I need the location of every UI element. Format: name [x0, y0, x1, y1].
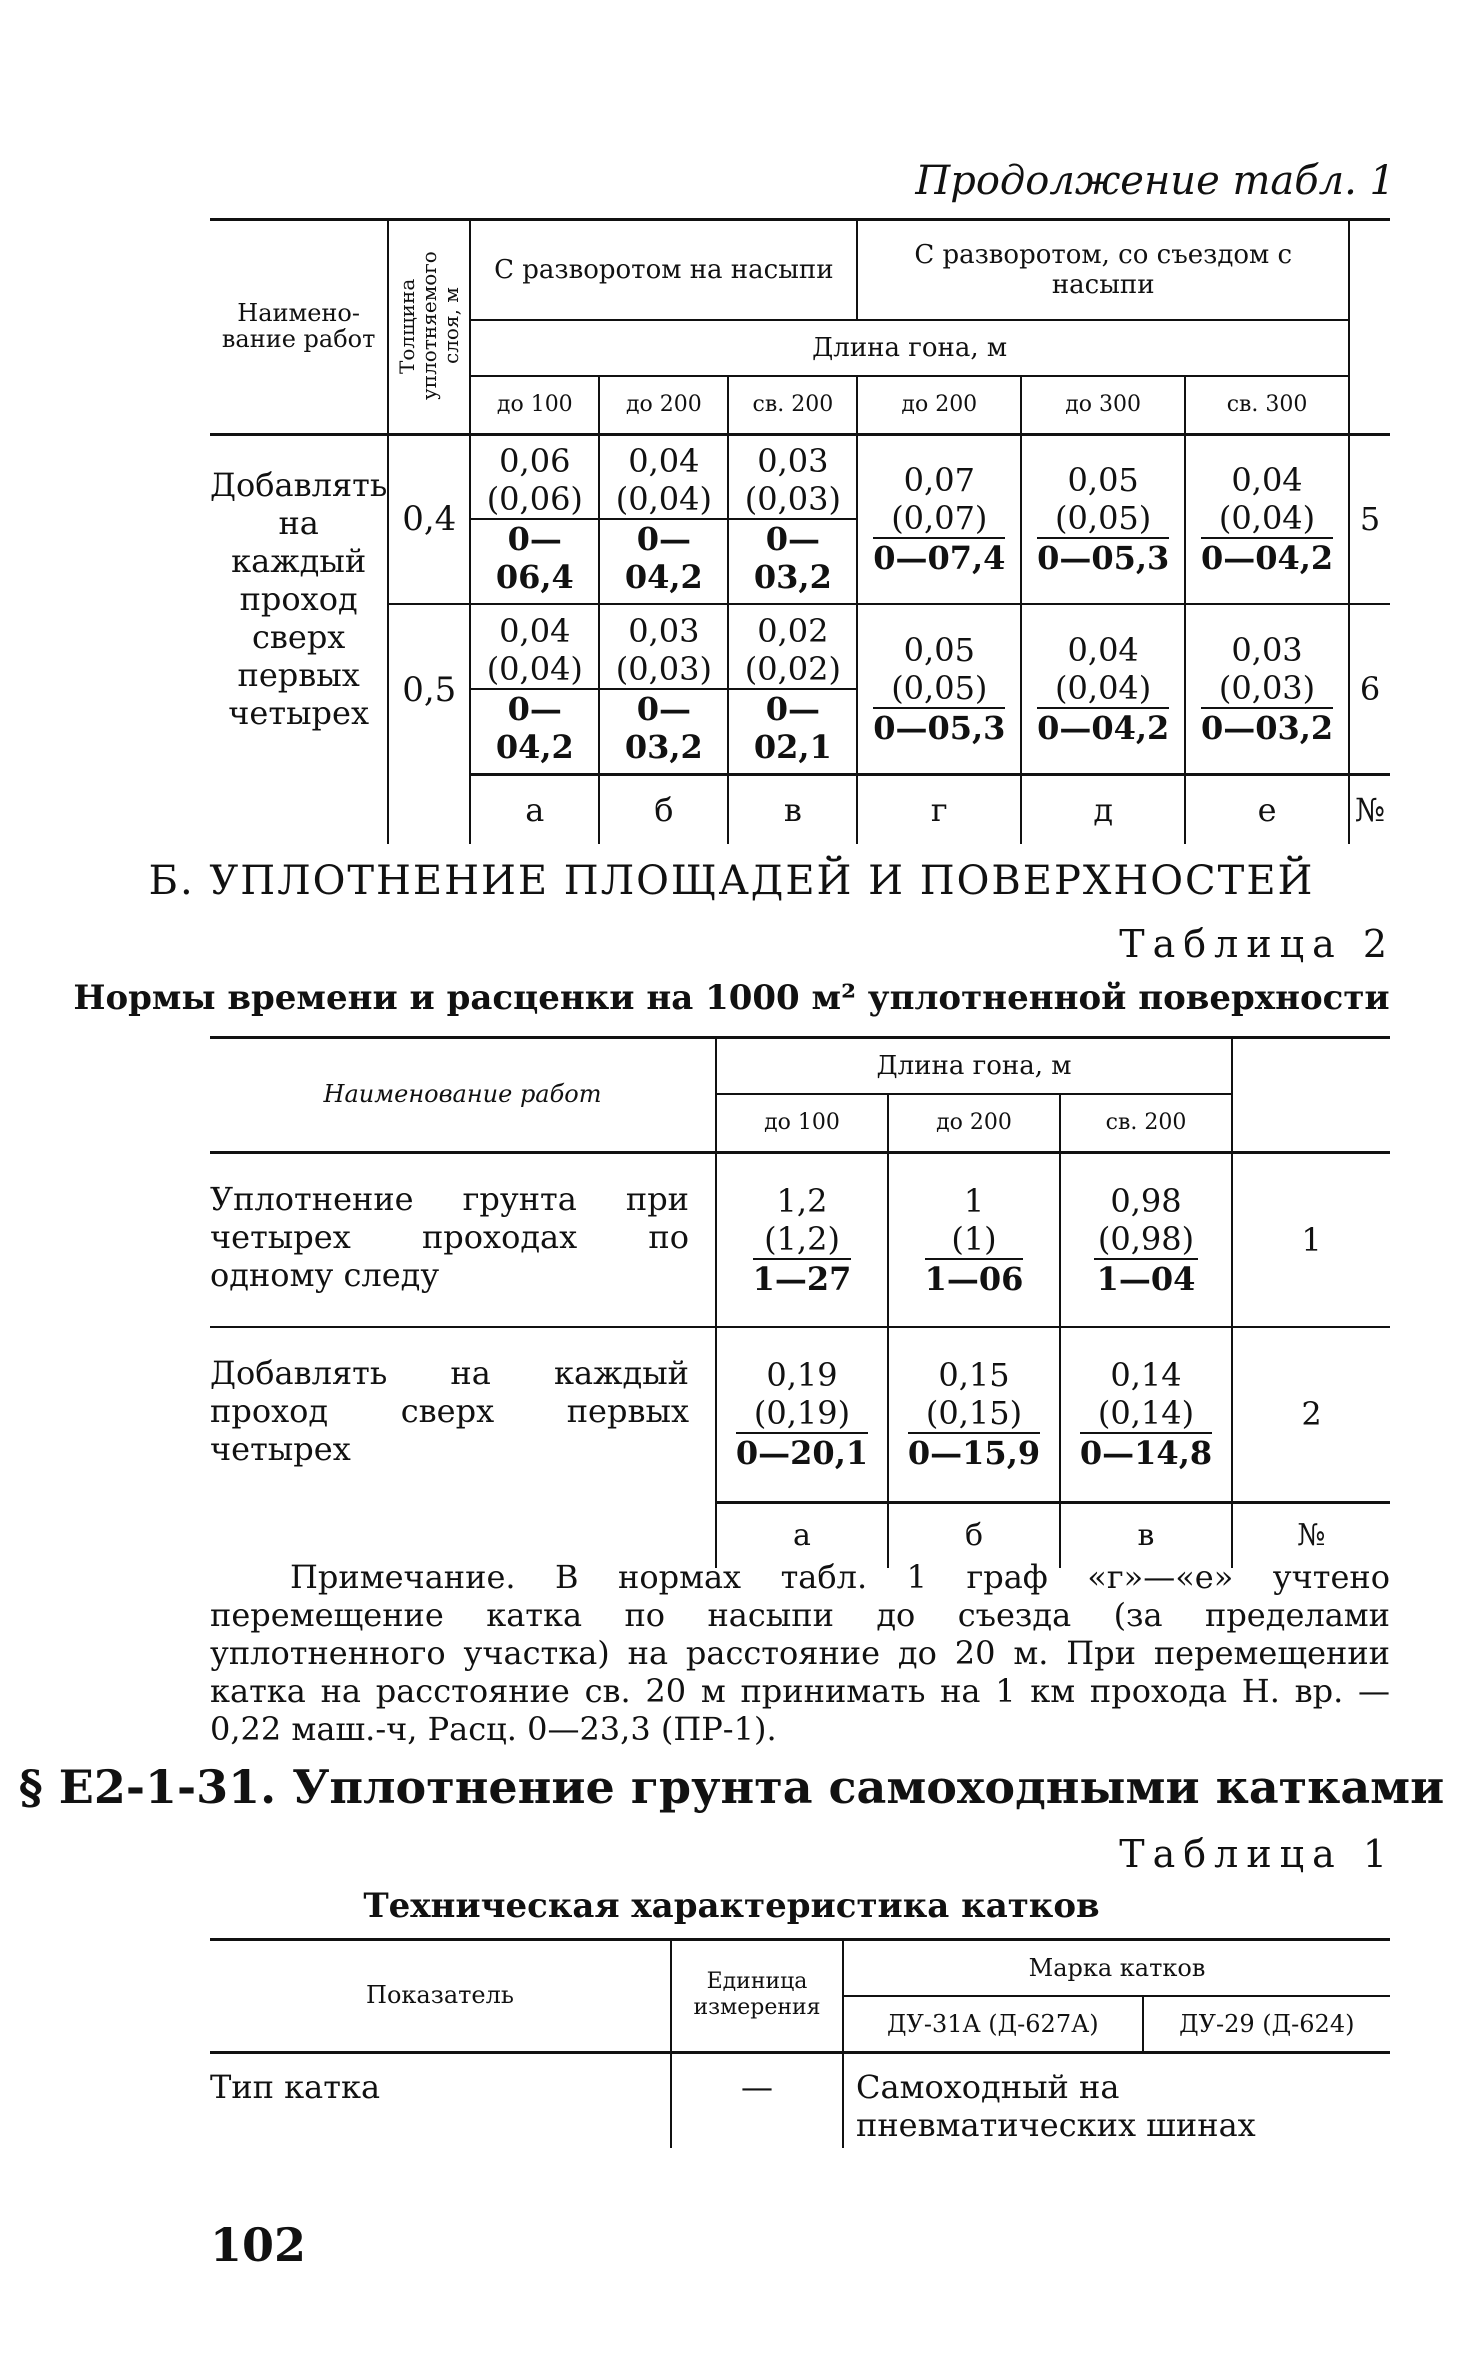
table1-letter-3: г	[857, 774, 1021, 844]
continuation-label: Продолжение табл. 1	[915, 158, 1395, 204]
table2-row-number-0: 1	[1232, 1152, 1390, 1327]
table3-header-brand: Марка катков	[843, 1940, 1390, 1996]
table1-cell: 0,06 (0,06) 0—06,4	[471, 442, 598, 596]
section-b-heading: Б. УПЛОТНЕНИЕ ПЛОЩАДЕЙ И ПОВЕРХНОСТЕЙ	[148, 858, 1315, 904]
table2-cell: 0,14 (0,14) 0—14,8	[1079, 1356, 1213, 1473]
table1-sub-4: до 300	[1021, 376, 1185, 434]
table1-cell: 0,03 (0,03) 0—03,2	[1200, 630, 1334, 747]
table2-cell: 0,98 (0,98) 1—04	[1094, 1182, 1198, 1298]
table2-cell: 1 (1) 1—06	[924, 1181, 1024, 1298]
section-title: § Е2-1-31. Уплотнение грунта самоходными катками	[18, 1760, 1445, 1814]
table1-letter-2: в	[728, 774, 857, 844]
table2-header-name: Наименование работ	[210, 1038, 716, 1152]
table1-row-number-0: 5	[1349, 434, 1390, 604]
table1-cell: 0,03 (0,03) 0—03,2	[729, 442, 856, 596]
table1-header-empty	[1349, 220, 1390, 434]
table1-cell: 0,03 (0,03) 0—03,2	[600, 612, 727, 766]
table2-cell: 0,15 (0,15) 0—15,9	[907, 1356, 1041, 1473]
table1-row-number-1: 6	[1359, 669, 1381, 708]
table1-header-name: Наимено-вание работ	[210, 220, 388, 434]
table1-thickness-0: 0,4	[388, 434, 470, 604]
table1-length-header: Длина гона, м	[470, 320, 1349, 376]
table2-letter-1: б	[888, 1502, 1060, 1568]
table2-row	[210, 1327, 1390, 1502]
table1	[210, 220, 1390, 844]
table1-work: Добавлять на каждый проход сверх первых четырех	[210, 434, 388, 774]
table1-sub-3: до 200	[857, 376, 1021, 434]
table2	[210, 1038, 1390, 1568]
table3-row-label: Тип катка	[210, 2052, 671, 2148]
table2-caption: Нормы времени и расценки на 1000 м² уплотненной поверхности	[73, 978, 1390, 1018]
table2-sub-0: до 100	[716, 1094, 888, 1152]
note-paragraph: Примечание. В нормах табл. 1 граф «г»—«е» учтено перемещение катка по насыпи до съезда (за пределами уплотненного участка) на расстояние до 20 м. При перемещении катка на расстояние св. 20 м принимать на 1 км прохода Н. вр. — 0,22 маш.-ч, Расц. 0—23,3 (ПР-1).	[210, 1558, 1390, 1748]
table1-cell: 0,04 (0,04) 0—04,2	[600, 442, 727, 596]
table2-cell: 0,19 (0,19) 0—20,1	[735, 1356, 869, 1473]
table1-cell: 0,05 (0,05) 0—05,3	[1037, 461, 1170, 578]
table1-cell: 0,07 (0,07) 0—07,4	[873, 461, 1006, 578]
table2-label: Таблица 2	[1119, 922, 1395, 966]
table3-label: Таблица 1	[1119, 1832, 1395, 1876]
table1-letter-5: е	[1185, 774, 1349, 844]
table1-cell: 0,04 (0,04) 0—04,2	[1200, 461, 1334, 578]
table2-no-label: №	[1232, 1502, 1390, 1568]
table3-header-unit: Единица измерения	[671, 1940, 843, 2052]
table2-letter-0: а	[716, 1502, 888, 1568]
table1-cell: 0,05 (0,05) 0—05,3	[873, 630, 1006, 747]
table2-length-header: Длина гона, м	[716, 1038, 1232, 1094]
table1-group1-header: С разворотом на насыпи	[470, 220, 857, 320]
table1-row	[210, 434, 1390, 604]
table1-no-label: №	[1349, 774, 1390, 844]
table2-work-0: Уплотнение грунта при четырех проходах по одному следу	[210, 1152, 716, 1327]
table1-sub-1: до 200	[599, 376, 728, 434]
table1-letters-empty-1	[210, 774, 388, 844]
table3-brand-0: ДУ-31А (Д-627А)	[843, 1996, 1143, 2052]
table1-letter-0: а	[470, 774, 599, 844]
table1-thickness-1: 0,5	[388, 604, 470, 774]
table1-sub-5: св. 300	[1185, 376, 1349, 434]
table2-sub-1: до 200	[888, 1094, 1060, 1152]
table3-row-unit: —	[671, 2052, 843, 2148]
table1-sub-2: св. 200	[728, 376, 857, 434]
table1-cell: 0,04 (0,04) 0—04,2	[1037, 630, 1170, 747]
table1-sub-0: до 100	[470, 376, 599, 434]
table1-cell: 0,02 (0,02) 0—02,1	[729, 612, 856, 766]
table2-row	[210, 1152, 1390, 1327]
table3-brand-1: ДУ-29 (Д-624)	[1143, 1996, 1390, 2052]
table1-letters-row	[210, 774, 1390, 844]
table2-work-1: Добавлять на каждый проход сверх первых четырех	[210, 1327, 716, 1502]
table1-group2-header: С разворотом, со съездом с насыпи	[857, 220, 1349, 320]
table2-cell: 1,2 (1,2) 1—27	[752, 1181, 852, 1298]
table3-row	[210, 2052, 1390, 2148]
table3-header-indicator: Показатель	[210, 1940, 671, 2052]
table2-sub-2: св. 200	[1060, 1094, 1232, 1152]
table1-letter-4: д	[1021, 774, 1185, 844]
table3-row-value: Самоходный на пневматических шинах	[856, 2067, 1256, 2144]
table1-header-thickness: Толщина уплотняемого слоя, м	[388, 220, 470, 434]
page-number: 102	[210, 2218, 307, 2272]
table1-cell: 0,04 (0,04) 0—04,2	[471, 612, 598, 766]
table1-letters-empty-2	[388, 774, 470, 844]
table2-header-empty	[1232, 1038, 1390, 1152]
table3	[210, 1940, 1390, 2148]
table3-caption: Техническая характеристика катков	[363, 1886, 1100, 1926]
table2-letter-2: в	[1060, 1502, 1232, 1568]
table2-row-number-1: 2	[1301, 1395, 1322, 1434]
table1-letter-1: б	[599, 774, 728, 844]
